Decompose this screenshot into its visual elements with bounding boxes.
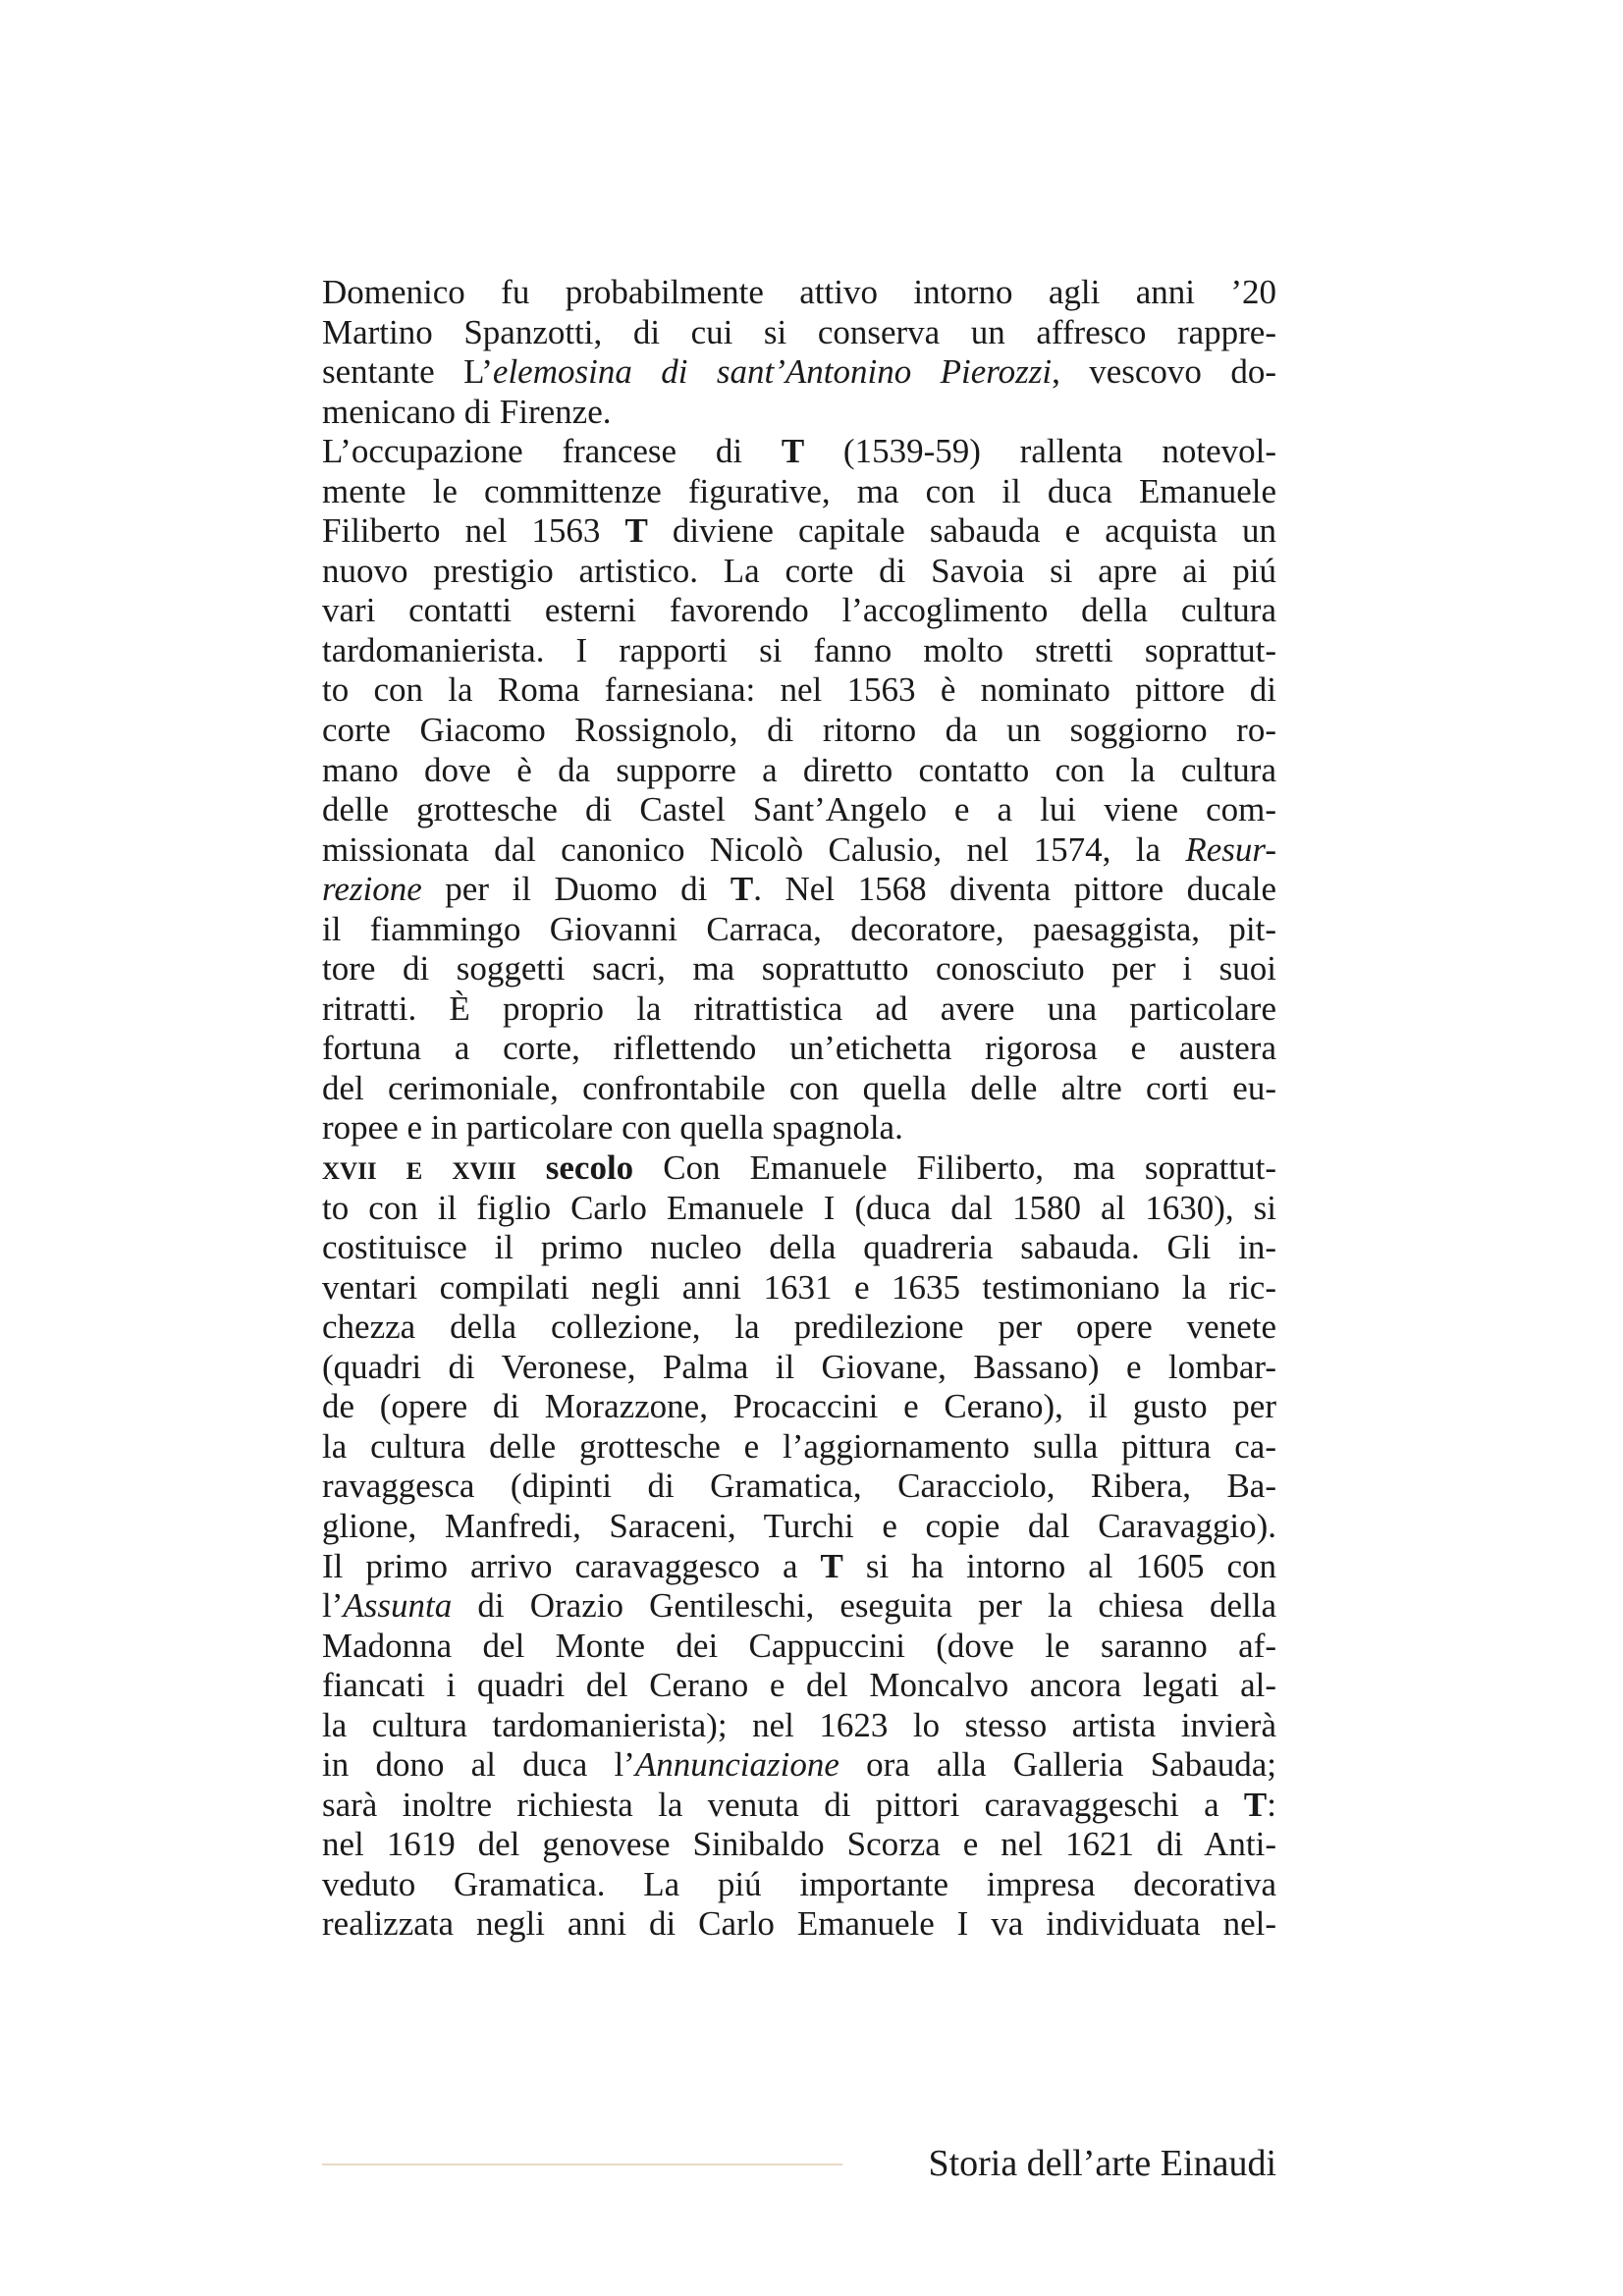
text-run: fiancati i quadri del Cerano e del Moncalvo ancora legati al- <box>322 1666 1276 1705</box>
text-line <box>322 1387 1276 1427</box>
text-run: Resur- <box>1185 829 1276 869</box>
text-line <box>322 511 1276 552</box>
text-run: . Nel 1568 diventa pittore ducale <box>753 870 1276 909</box>
text-line <box>322 273 1276 313</box>
text-line <box>322 1666 1276 1706</box>
text-run: ventari compilati negli anni 1631 e 1635 testimoniano la ric- <box>322 1267 1276 1307</box>
text-run: per il Duomo di <box>421 870 730 909</box>
text-run: sarà inoltre richiesta la venuta di pittori caravaggeschi a <box>322 1785 1244 1824</box>
text-run: Con Emanuele Filiberto, ma soprattut- <box>633 1148 1276 1188</box>
text-run: nel 1619 del genovese Sinibaldo Scorza e nel 1621 di Anti- <box>322 1825 1276 1864</box>
text-line <box>322 670 1276 711</box>
text-line <box>322 352 1276 393</box>
text-run: Martino Spanzotti, di cui si conserva un affresco rappre- <box>322 312 1276 351</box>
text-run: mano dove è da supporre a diretto contatto con la cultura <box>322 750 1276 789</box>
text-run: si ha intorno al 1605 con <box>842 1546 1276 1585</box>
text-run: Domenico fu probabilmente attivo intorno agli anni ’20 <box>322 273 1276 311</box>
text-run: nuovo prestigio artistico. La corte di Savoia si apre ai piú <box>322 551 1276 590</box>
text-run: l’ <box>322 1586 344 1626</box>
text-run: , vescovo do- <box>1052 352 1276 392</box>
text-line <box>322 1627 1276 1667</box>
text-line <box>322 1268 1276 1308</box>
text-run: xvii e xviii <box>322 1148 516 1188</box>
text-line <box>322 1427 1276 1468</box>
text-line <box>322 790 1276 830</box>
text-run: diviene capitale sabauda e acquista un <box>647 511 1276 551</box>
text-run: tore di soggetti sacri, ma soprattutto conosciuto per i suoi <box>322 949 1276 988</box>
text-run: T <box>1243 1785 1268 1824</box>
text-line <box>322 870 1276 910</box>
text-line <box>322 1148 1276 1189</box>
text-run: in dono al duca l’ <box>322 1745 635 1785</box>
text-run: ravaggesca (dipinti di Gramatica, Caracciolo, Ribera, Ba- <box>322 1467 1276 1506</box>
text-run: (1539-59) rallenta notevol- <box>804 432 1276 471</box>
text-line <box>322 1029 1276 1069</box>
text-run: to con il figlio Carlo Emanuele I (duca dal 1580 al 1630), si <box>322 1188 1276 1227</box>
text-line <box>322 591 1276 631</box>
text-line <box>322 1547 1276 1587</box>
text-run: menicano di Firenze. <box>322 392 612 431</box>
text-run: la cultura tardomanierista); nel 1623 lo stesso artista invierà <box>322 1705 1276 1744</box>
text-line <box>322 1904 1276 1945</box>
text-run: chezza della collezione, la predilezione per opere venete <box>322 1308 1276 1347</box>
text-run: de (opere di Morazzone, Procaccini e Cerano), il gusto per <box>322 1387 1276 1426</box>
text-run: : <box>1267 1785 1276 1824</box>
text-line <box>322 1108 1276 1148</box>
text-run: di Orazio Gentileschi, eseguita per la chiesa della <box>452 1586 1276 1626</box>
text-line <box>322 393 1276 433</box>
text-run: Madonna del Monte dei Cappuccini (dove le saranno af- <box>322 1626 1276 1665</box>
text-line <box>322 1467 1276 1507</box>
body-text <box>322 273 1276 1945</box>
text-line <box>322 552 1276 592</box>
text-line <box>322 1507 1276 1547</box>
text-run: rezione <box>322 870 422 909</box>
text-line <box>322 1865 1276 1905</box>
text-line <box>322 751 1276 791</box>
footer-title: Storia dell’arte Einaudi <box>928 2143 1276 2184</box>
text-line <box>322 313 1276 353</box>
text-run: Annunciazione <box>634 1745 839 1785</box>
text-run: L’occupazione francese di <box>322 432 782 471</box>
text-line <box>322 1825 1276 1865</box>
text-run: T <box>730 870 754 909</box>
text-run: costituisce il primo nucleo della quadreria sabauda. Gli in- <box>322 1228 1276 1267</box>
text-run: delle grottesche di Castel Sant’Angelo e a lui viene com- <box>322 790 1276 829</box>
text-run: sentante L’ <box>322 352 493 392</box>
text-line <box>322 711 1276 751</box>
text-line <box>322 1786 1276 1826</box>
text-run: Filiberto nel 1563 <box>322 511 625 551</box>
text-run: del cerimoniale, confrontabile con quella delle altre corti eu- <box>322 1068 1276 1107</box>
text-run: la cultura delle grottesche e l’aggiornamento sulla pittura ca- <box>322 1426 1276 1466</box>
text-line <box>322 910 1276 950</box>
text-run: ropee e in particolare con quella spagnola. <box>322 1108 903 1148</box>
text-run: to con la Roma farnesiana: nel 1563 è nominato pittore di <box>322 670 1276 710</box>
text-line <box>322 949 1276 989</box>
text-run: T <box>781 432 805 471</box>
text-line <box>322 1745 1276 1786</box>
text-run: ora alla Galleria Sabauda; <box>839 1745 1276 1785</box>
text-line <box>322 1308 1276 1348</box>
text-line <box>322 472 1276 512</box>
text-run: Il primo arrivo caravaggesco a <box>322 1546 821 1585</box>
text-line <box>322 631 1276 671</box>
text-line <box>322 1706 1276 1746</box>
text-run: elemosina di sant’Antonino Pierozzi <box>492 352 1053 392</box>
text-run: Assunta <box>343 1586 453 1626</box>
text-run: ritratti. È proprio la ritrattistica ad avere una particolare <box>322 988 1276 1028</box>
text-line <box>322 432 1276 472</box>
text-run: veduto Gramatica. La piú importante impresa decorativa <box>322 1864 1276 1903</box>
footer-rule <box>322 2163 842 2165</box>
text-run: vari contatti esterni favorendo l’accoglimento della cultura <box>322 591 1276 630</box>
text-run: missionata dal canonico Nicolò Calusio, nel 1574, la <box>322 829 1186 869</box>
text-line <box>322 989 1276 1030</box>
text-run: secolo <box>515 1148 634 1188</box>
text-run: mente le committenze figurative, ma con il duca Emanuele <box>322 471 1276 510</box>
text-line <box>322 1586 1276 1627</box>
text-run: T <box>820 1546 843 1585</box>
text-run: fortuna a corte, riflettendo un’etichetta rigorosa e austera <box>322 1029 1276 1068</box>
text-run: T <box>624 511 648 551</box>
text-run: (quadri di Veronese, Palma il Giovane, Bassano) e lombar- <box>322 1347 1276 1386</box>
text-line <box>322 1348 1276 1388</box>
text-run: il fiammingo Giovanni Carraca, decoratore, paesaggista, pit- <box>322 909 1276 948</box>
text-line <box>322 1069 1276 1109</box>
text-line <box>322 830 1276 871</box>
text-run: tardomanierista. I rapporti si fanno molto stretti soprattut- <box>322 630 1276 669</box>
text-run: glione, Manfredi, Saraceni, Turchi e copie dal Caravaggio). <box>322 1506 1276 1545</box>
text-line <box>322 1228 1276 1268</box>
text-line <box>322 1189 1276 1229</box>
text-run: corte Giacomo Rossignolo, di ritorno da un soggiorno ro- <box>322 711 1276 750</box>
text-run: realizzata negli anni di Carlo Emanuele I va individuata nel- <box>322 1904 1276 1944</box>
